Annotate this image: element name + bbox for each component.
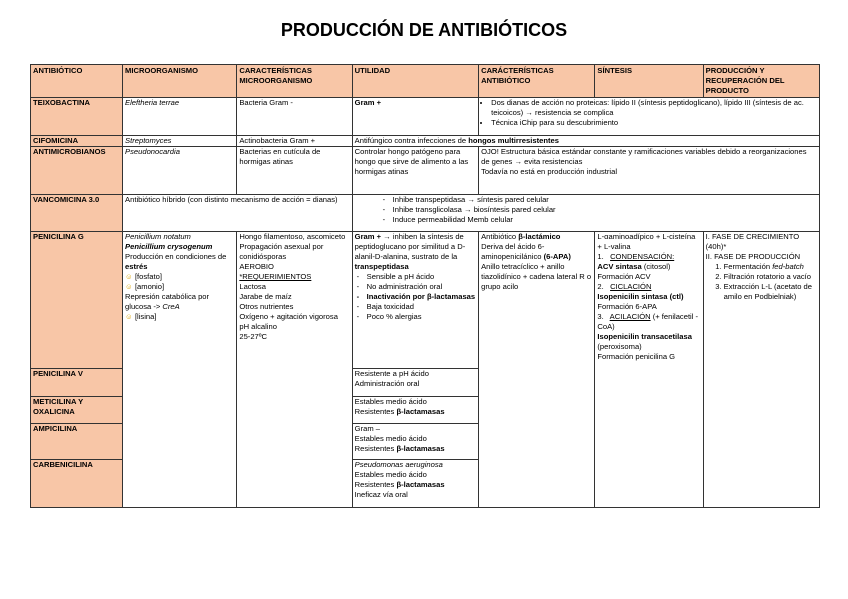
header-utilidad: UTILIDAD [352,65,478,98]
prod-italic: fed-batch [772,262,804,271]
prod-phase: I. FASE DE CRECIMIENTO (40h)* [705,232,800,251]
header-microorganismo: MICROORGANISMO [123,65,237,98]
caract-line: Propagación asexual por conidiósporas [239,242,324,261]
sint-line [597,262,700,272]
cell-name: METICILINA Y OXALICINA [31,397,123,424]
req-line: Lactosa [239,282,266,291]
smiley-icon: ☺ [125,272,133,281]
util-line: Estables medio ácido [354,397,427,406]
sint-text: (+ fenilacetil -CoA) [597,312,699,331]
cell-micro: Pseudonocardia [123,147,237,195]
caract-ab-text: Deriva del ácido 6-aminopenicilánico [481,242,545,261]
sint-step-title: CICLACIÓN [610,282,652,291]
caract-ab-line: Anillo tetracíclico + anillo tiazolidínico + cadena lateral R o grupo acilo [481,262,592,291]
list-item: - Sensible a pH ácido [367,272,476,282]
list-item: - Poco % alergias [367,312,476,322]
cell-caract: Bacteria Gram - [237,98,352,136]
cell-caract: Actinobacteria Gram + [237,136,352,147]
list-item: 2. Filtración rotatorio a vacío [724,272,817,282]
utilidad-bold: hongos multirresistentes [468,136,559,145]
util-line [355,444,476,454]
list-item: - No administración oral [367,282,476,292]
util-line: Estables medio ácido [354,434,427,443]
sint-step-title: CONDENSACIÓN: [610,252,675,261]
table-row-antimicrobianos [31,147,820,195]
caract-ab-bold: (6-APA) [543,252,571,261]
cell-sintesis [595,232,703,508]
caract-ab-bold: β-lactámico [518,232,561,241]
cell-name: VANCOMICINA 3.0 [31,195,123,232]
cell-name: TEIXOBACTINA [31,98,123,136]
sint-text: (citosol) [641,262,671,271]
micro-line [125,272,234,282]
util-line [355,407,476,417]
note-text: Todavía no está en producción industrial [481,167,618,176]
req-line: Jarabe de maíz [239,292,292,301]
req-title: *REQUERIMIENTOS [239,272,312,281]
caract-line: Hongo filamentoso, ascomiceto [239,232,346,241]
note-text: OJO! Estructura básica estándar constante y ramificaciones variables debido a reorganizaciones de genes → evita resistencias [481,147,807,166]
caract-ab-text: Antibiótico [481,232,519,241]
cell-utilidad [352,232,478,369]
list-item: - Induce permeabilidad Memb celular [393,215,817,225]
list-item: - Inhibe transglicolasa → biosíntesis pared celular [393,205,817,215]
sint-enzyme: ACV sintasa [597,262,642,271]
util-line: Gram – [354,424,380,433]
util-text: Resistentes [354,444,397,453]
cell-name: PENICILINA G [31,232,123,369]
micro-line [125,252,234,272]
cell-name: ANTIMICROBIANOS [31,147,123,195]
header-caract-micro: CARACTERÍSTICAS MICROORGANISMO [237,65,352,98]
sint-line: (peroxisoma) [597,342,642,351]
cell-name: AMPICILINA [31,424,123,460]
util-body: inhiben la síntesis de peptidoglucano por similitud a D-alanil-D-alanina, sustrato de la [354,232,466,261]
cell-micro: Eleftheria terrae [123,98,237,136]
table-row-penicilina-g [31,232,820,369]
sint-step: 2. CICLACIÓN [597,282,652,291]
util-line: Administración oral [354,379,420,388]
list-item: - Baja toxicidad [367,302,476,312]
util-head: Gram + → [354,232,393,241]
micro-line: Penicillium notatum [125,232,191,241]
util-bold: β-lactamasas [396,444,445,453]
caract-ab-line [481,242,592,262]
util-text: Resistentes [354,480,397,489]
caract-ab-line [481,232,592,242]
cell-micro: Streptomyces [123,136,237,147]
cell-caract [237,232,352,508]
micro-line [125,282,234,292]
util-bold: β-lactamasas [396,480,445,489]
micro-text: Producción en condiciones de [125,252,227,261]
micro-text: [lisina] [134,312,157,321]
caract-line: AEROBIO [239,262,274,271]
util-text [355,232,476,272]
list-item: - Inactivación por β-lactamasas [367,292,476,302]
header-antibiotico: ANTIBIÓTICO [31,65,123,98]
cell-utilidad [352,397,478,424]
table-row-teixobactina [31,98,820,136]
sint-step: 1. CONDENSACIÓN: [597,252,675,261]
cell-caract-ab [479,232,595,508]
cell-name: CIFOMICINA [31,136,123,147]
header-sintesis: SÍNTESIS [595,65,703,98]
micro-line [125,312,234,322]
req-line: pH alcalino [239,322,277,331]
cell-notes [479,147,820,195]
util-line: Resistente a pH ácido [354,369,429,378]
sint-enzyme: Isopenicilin sintasa (ctl) [597,292,684,301]
sint-line: Formación penicilina G [597,352,676,361]
list-item: 3. Extracción L-L (acetato de amilo en Podbielniak) [724,282,817,302]
cell-produccion [703,232,819,508]
cell-notes [479,98,820,136]
util-text: Resistentes [354,407,397,416]
util-bold: transpeptidasa [354,262,409,271]
micro-text: [amonio] [134,282,165,291]
antibiotics-table [30,64,820,508]
header-caract-ab: CARÁCTERÍSTICAS ANTIBIÓTICO [479,65,595,98]
cell-utilidad [352,369,478,397]
cell-name: PENICILINA V [31,369,123,397]
util-line: Ineficaz vía oral [354,490,408,499]
micro-line: Penicillium crysogenum [125,242,213,251]
utilidad-text: Antifúngico contra infecciones de [354,136,469,145]
cell-mechanisms [352,195,819,232]
util-line: Pseudomonas aeruginosa [354,460,443,469]
util-bold: β-lactamasas [396,407,445,416]
list-item: • Dos dianas de acción no proteicas: lípido II (síntesis peptidoglicano), lípido III (síntesis de ac. teicoicos) → resistencia se complica [491,98,817,118]
micro-text: Represión catabólica por glucosa -> [125,292,210,311]
sint-step: 3. ACILACIÓN (+ fenilacetil -CoA) [597,312,699,331]
smiley-icon: ☺ [125,312,133,321]
cell-utilidad [352,460,478,508]
util-line: Estables medio ácido [354,470,427,479]
list-item: • Técnica iChip para su descubrimiento [491,118,817,128]
page-title: PRODUCCIÓN DE ANTIBIÓTICOS [280,20,568,40]
cell-name: CARBENICILINA [31,460,123,508]
cell-micro [123,232,237,508]
req-line: Otros nutrientes [239,302,294,311]
list-item: - Inhibe transpeptidasa → síntesis pared celular [393,195,817,205]
sint-intro: L-αaminoadípico + L-cisteína + L-valina [597,232,696,251]
sint-line: Formación 6-APA [597,302,657,311]
prod-phase: II. FASE DE PRODUCCIÓN [705,252,801,261]
cell-utilidad [352,424,478,460]
micro-italic: CreA [162,302,180,311]
cell-utilidad: Controlar hongo patógeno para hongo que sirve de alimento a las hormigas atinas [352,147,478,195]
cell-utilidad [352,136,819,147]
header-produccion: PRODUCCIÓN Y RECUPERACIÓN DEL PRODUCTO [703,65,819,98]
micro-text: [fosfato] [134,272,162,281]
req-line: Oxígeno + agitación vigorosa [239,312,338,321]
table-row-vancomicina [31,195,820,232]
table-row-cifomicina [31,136,820,147]
smiley-icon: ☺ [125,282,133,291]
req-line: 25-27ºC [239,332,268,341]
sint-enzyme: Isopenicilin transacetilasa [597,332,692,341]
cell-caract: Bacterias en cutícula de hormigas atinas [237,147,352,195]
list-item [724,262,817,272]
cell-desc: Antibiótico híbrido (con distinto mecanismo de acción = dianas) [123,195,353,232]
micro-bold: estrés [125,262,148,271]
sint-step-title: ACILACIÓN [609,312,651,321]
prod-text: Fermentación [723,262,773,271]
header-row [31,65,820,98]
cell-utilidad: Gram + [352,98,478,136]
micro-line [125,292,234,312]
util-line [355,480,476,490]
sint-line: Formación ACV [597,272,651,281]
